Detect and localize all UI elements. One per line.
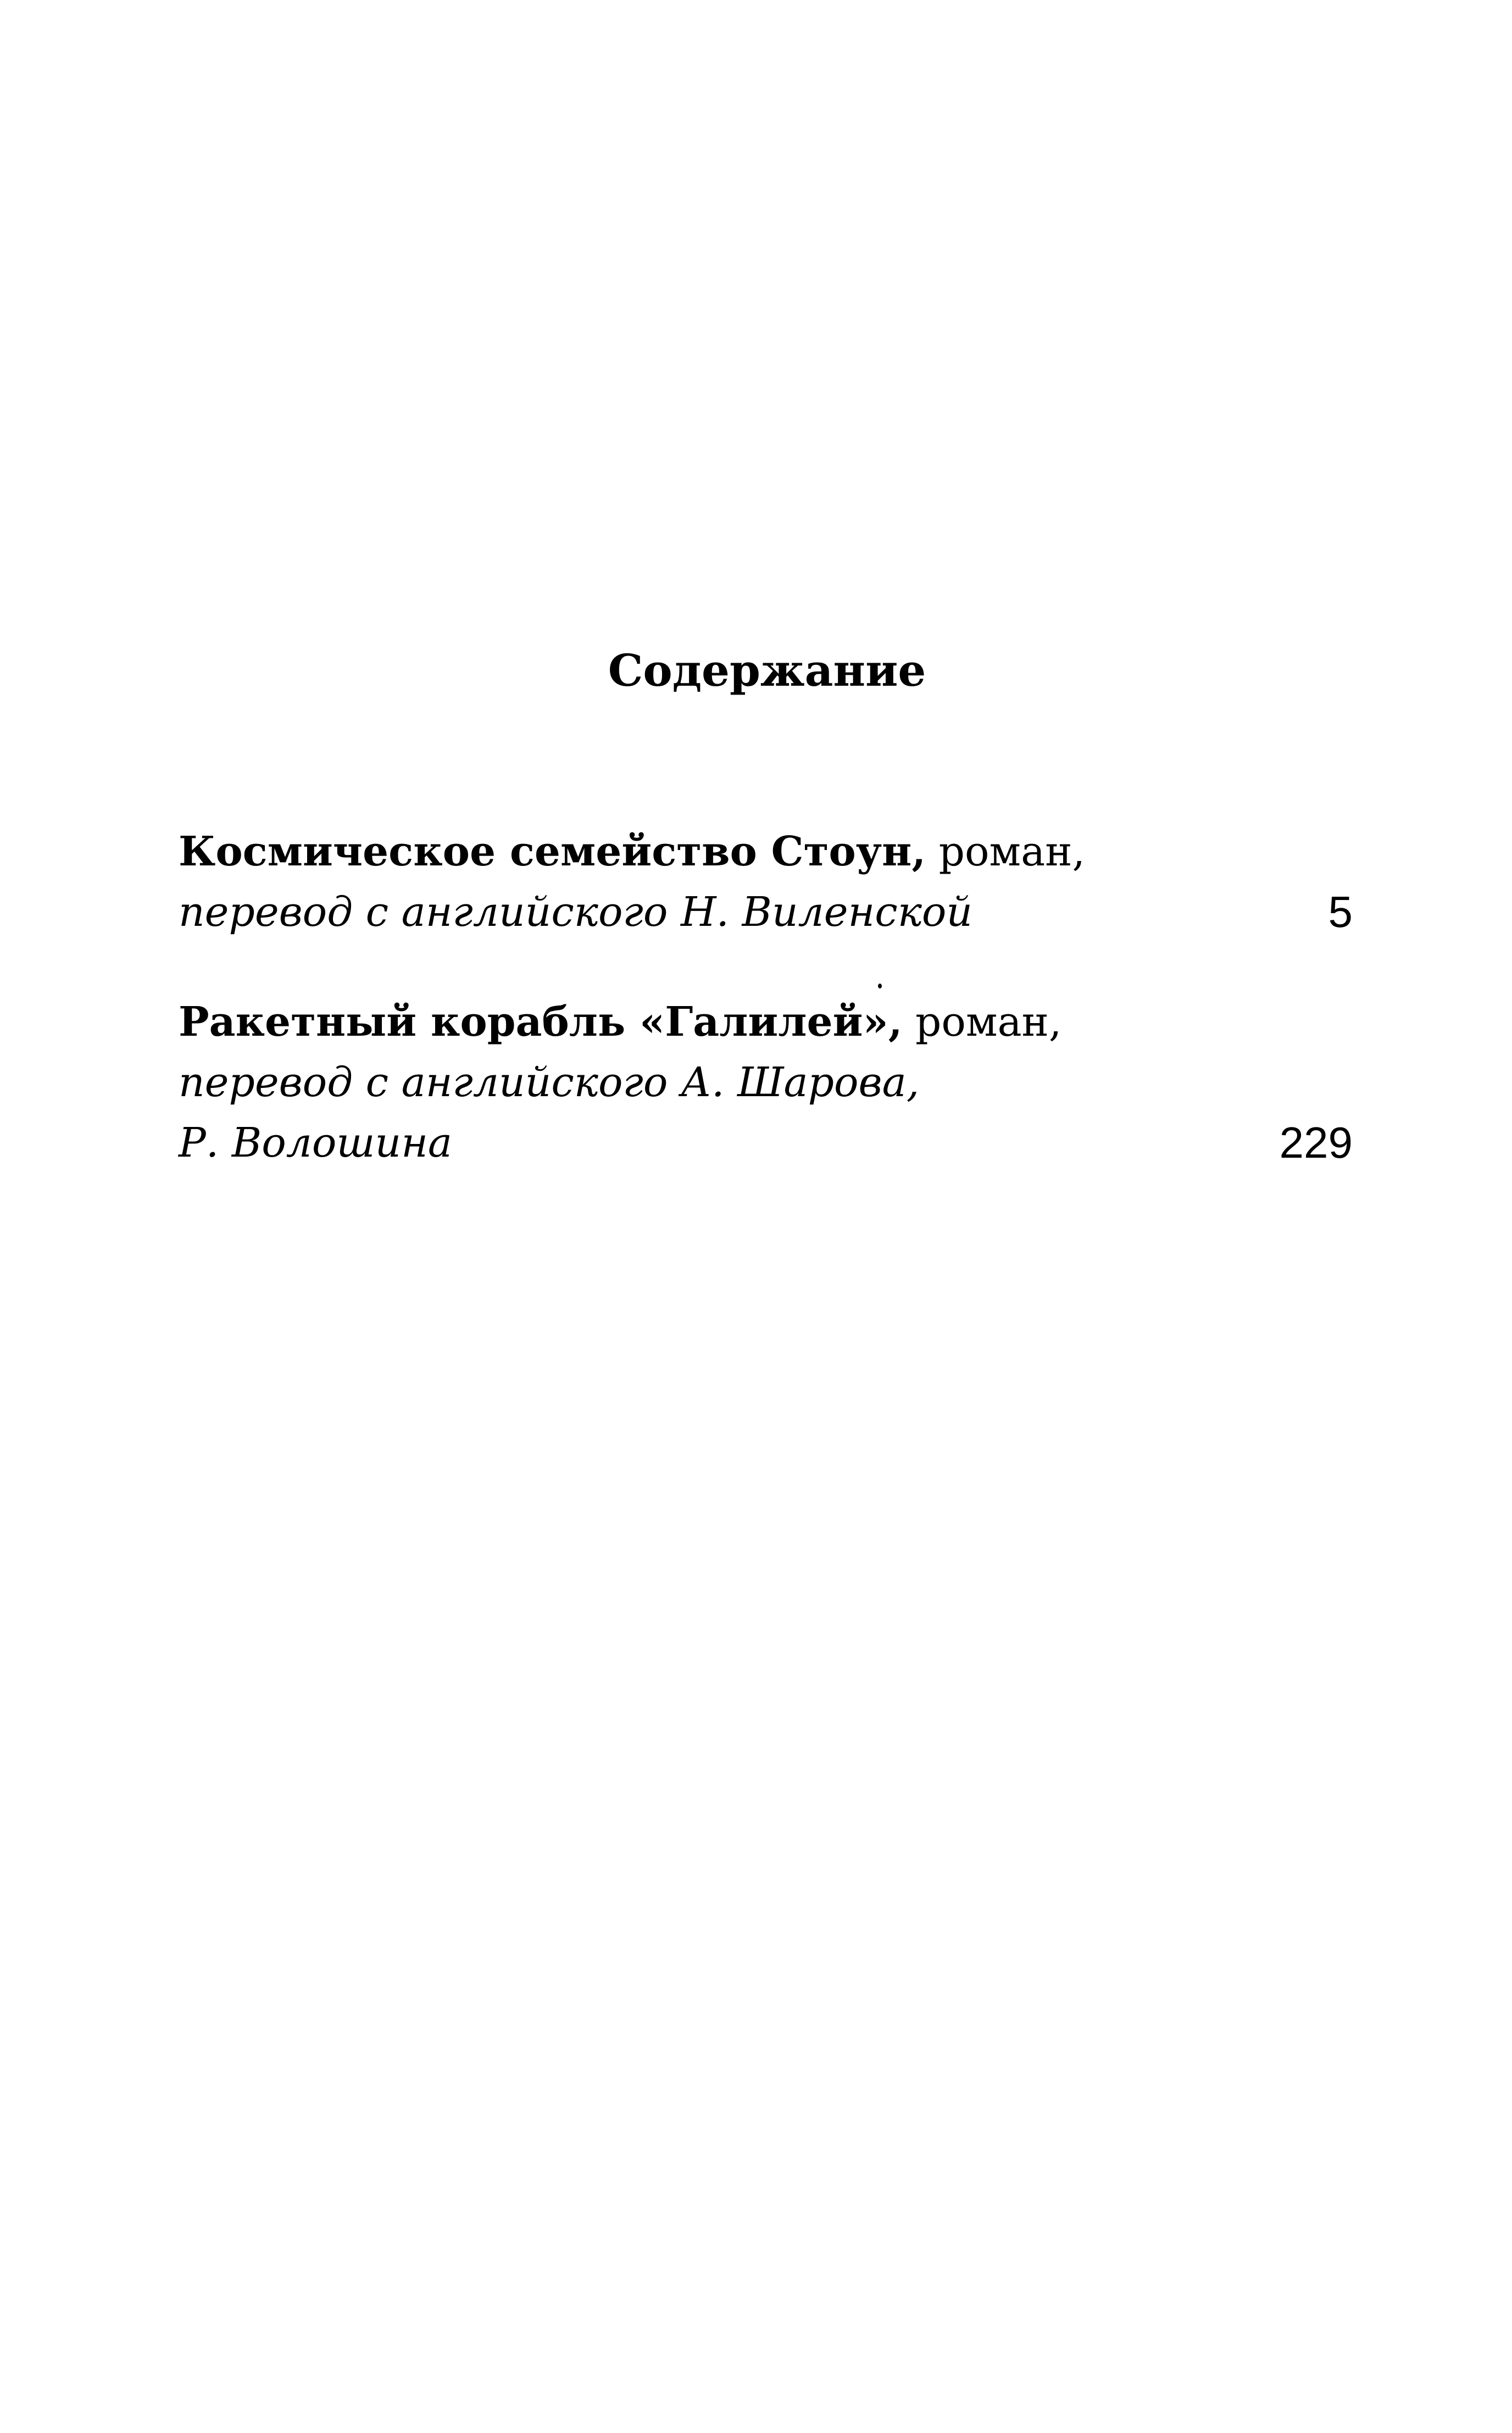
toc-entry-2-title: Ракетный корабль «Галилей», [179, 998, 903, 1046]
toc-entry-2-genre: роман, [915, 998, 1062, 1046]
toc-entry-1-title-line [179, 824, 1085, 879]
toc-entry-1-translation: перевод с английского Н. Виленской [179, 888, 973, 936]
toc-entry-1-page-number: 5 [1328, 887, 1353, 936]
toc-heading: Содержание [608, 645, 926, 696]
toc-entry-2-page-number: 229 [1279, 1118, 1353, 1167]
print-speck [878, 984, 882, 988]
toc-entry-2-title-line [179, 995, 1061, 1049]
toc-entry-1-genre: роман, [938, 828, 1086, 875]
toc-entry-2-translation-line-1: перевод с английского А. Шарова, [179, 1059, 920, 1106]
toc-entry-2-translation-line-2: Р. Волошина [179, 1119, 453, 1166]
toc-entry-1-title: Космическое семейство Стоун, [179, 828, 926, 875]
